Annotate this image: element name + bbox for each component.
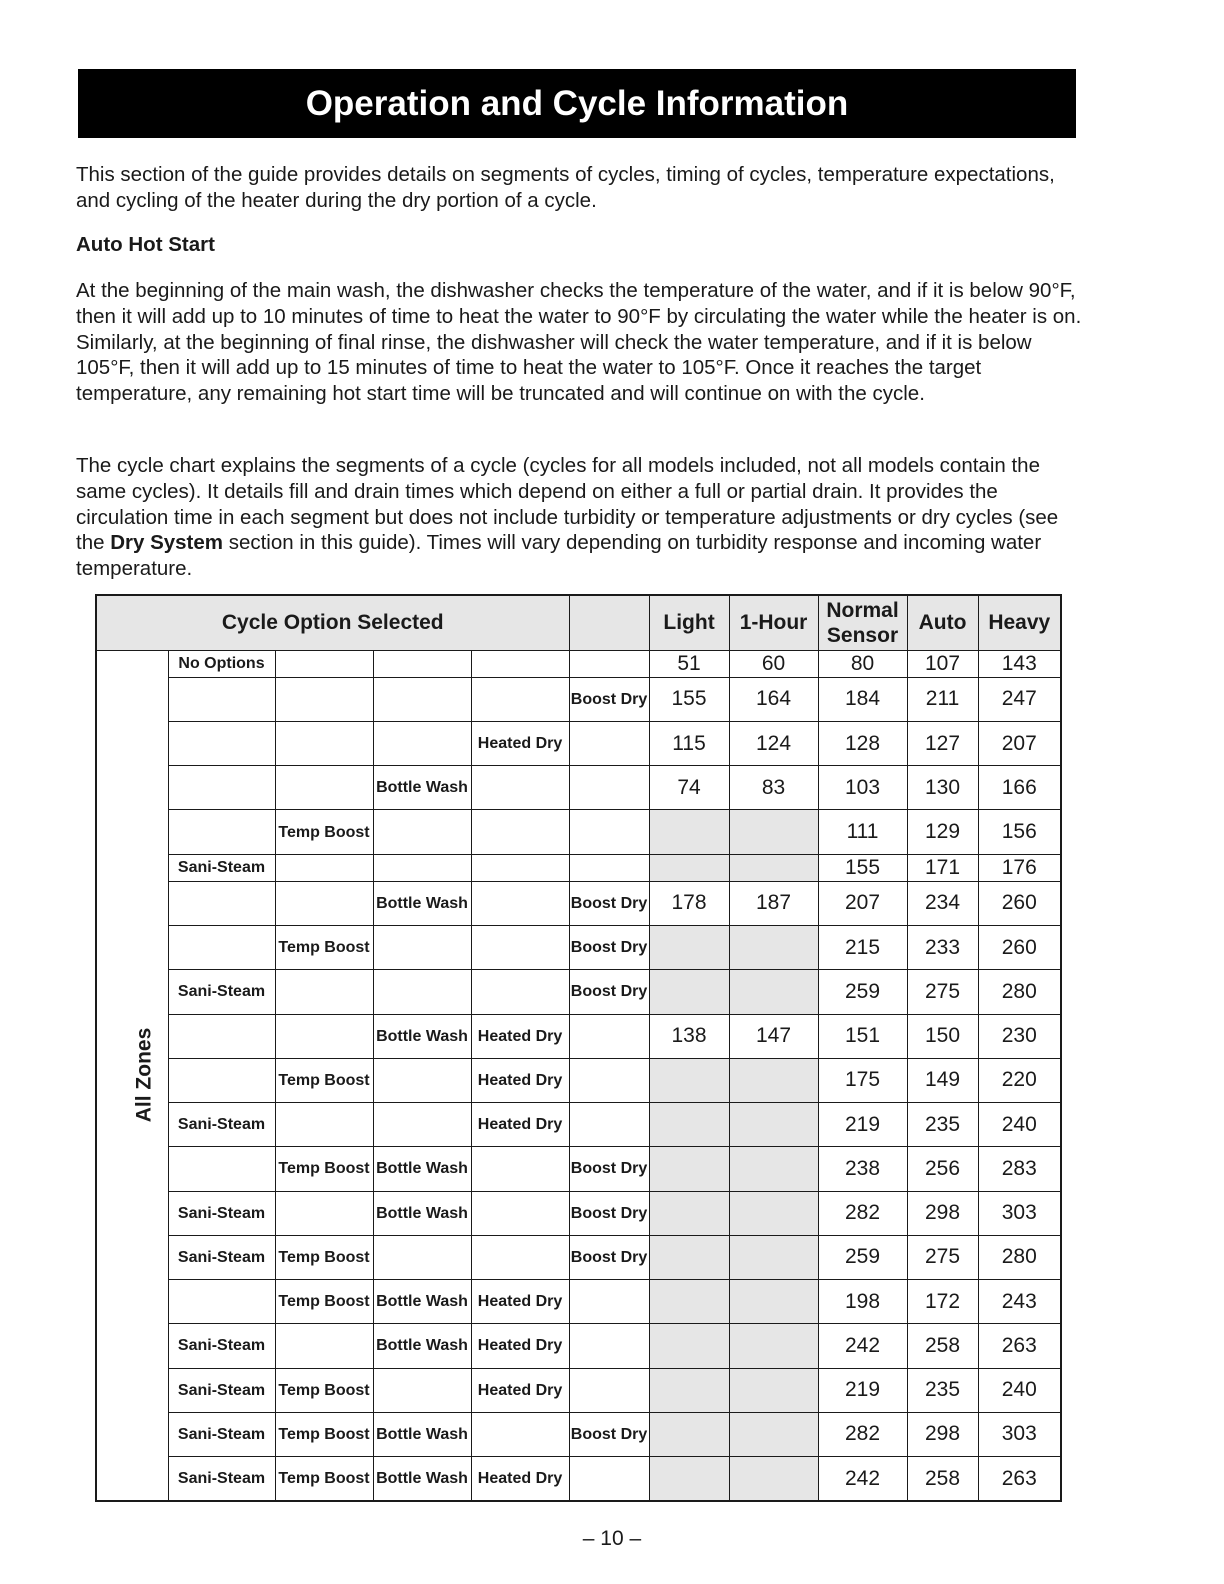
time-cell: 280 xyxy=(978,1235,1061,1279)
option-cell: Sani-Steam xyxy=(168,1457,275,1501)
header-col-1-hour: 1-Hour xyxy=(729,595,818,650)
option-cell xyxy=(569,650,649,677)
time-cell: 143 xyxy=(978,650,1061,677)
time-cell: 220 xyxy=(978,1058,1061,1102)
time-cell: 234 xyxy=(907,881,978,925)
option-cell xyxy=(471,926,569,970)
table-row xyxy=(96,1147,1061,1191)
time-cell: 155 xyxy=(649,677,729,721)
time-cell: 80 xyxy=(818,650,907,677)
time-cell: 258 xyxy=(907,1457,978,1501)
time-cell xyxy=(729,970,818,1014)
time-cell: 280 xyxy=(978,970,1061,1014)
time-cell: 298 xyxy=(907,1191,978,1235)
table-row xyxy=(96,1457,1061,1501)
time-cell: 235 xyxy=(907,1103,978,1147)
time-cell: 303 xyxy=(978,1412,1061,1456)
option-cell xyxy=(275,1014,373,1058)
time-cell: 259 xyxy=(818,1235,907,1279)
time-cell: 175 xyxy=(818,1058,907,1102)
option-cell xyxy=(275,854,373,881)
header-col-auto: Auto xyxy=(907,595,978,650)
option-cell xyxy=(168,881,275,925)
time-cell: 242 xyxy=(818,1457,907,1501)
cycle-chart-text-before: The cycle chart explains the segments of a cycle (cycles for all models included, not all models contain the same cycles). It details fill and drain times which depend on either a full or partial drain. It provides the circulation time in each segment but does not include turbidity or temperature adjustments or dry cycles (see the xyxy=(76,454,1059,555)
option-cell xyxy=(569,1058,649,1102)
time-cell: 298 xyxy=(907,1412,978,1456)
option-cell: Boost Dry xyxy=(569,1147,649,1191)
time-cell: 240 xyxy=(978,1368,1061,1412)
option-cell xyxy=(168,1014,275,1058)
option-cell: Heated Dry xyxy=(471,1058,569,1102)
auto-hot-start-heading: Auto Hot Start xyxy=(76,233,215,256)
time-cell xyxy=(649,1058,729,1102)
option-cell xyxy=(569,1280,649,1324)
time-cell: 215 xyxy=(818,926,907,970)
time-cell xyxy=(729,854,818,881)
time-cell: 150 xyxy=(907,1014,978,1058)
time-cell: 247 xyxy=(978,677,1061,721)
option-cell: Sani-Steam xyxy=(168,1103,275,1147)
header-col-heavy: Heavy xyxy=(978,595,1061,650)
table-row xyxy=(96,926,1061,970)
intro-paragraph: This section of the guide provides details on segments of cycles, timing of cycles, temperature expectations, and cycling of the heater during the dry portion of a cycle. xyxy=(76,163,1055,212)
option-cell: Bottle Wash xyxy=(373,1014,471,1058)
time-cell xyxy=(649,1457,729,1501)
table-row xyxy=(96,721,1061,765)
page-number: – 10 – xyxy=(582,1527,642,1550)
table-row xyxy=(96,1058,1061,1102)
time-cell: 283 xyxy=(978,1147,1061,1191)
option-cell xyxy=(373,926,471,970)
header-blank xyxy=(569,595,649,650)
option-cell: Temp Boost xyxy=(275,1280,373,1324)
time-cell xyxy=(649,926,729,970)
option-cell xyxy=(471,650,569,677)
table-row xyxy=(96,1368,1061,1412)
time-cell xyxy=(649,1191,729,1235)
table-row xyxy=(96,766,1061,810)
time-cell: 176 xyxy=(978,854,1061,881)
option-cell xyxy=(569,721,649,765)
option-cell: Heated Dry xyxy=(471,1014,569,1058)
time-cell: 184 xyxy=(818,677,907,721)
time-cell: 259 xyxy=(818,970,907,1014)
header-cycle-option: Cycle Option Selected xyxy=(96,595,569,650)
time-cell: 240 xyxy=(978,1103,1061,1147)
time-cell: 219 xyxy=(818,1368,907,1412)
time-cell: 151 xyxy=(818,1014,907,1058)
time-cell: 74 xyxy=(649,766,729,810)
option-cell xyxy=(471,1412,569,1456)
table-row xyxy=(96,1412,1061,1456)
option-cell: Temp Boost xyxy=(275,1235,373,1279)
time-cell xyxy=(729,926,818,970)
option-cell xyxy=(168,677,275,721)
option-cell xyxy=(471,1235,569,1279)
option-cell xyxy=(373,810,471,854)
time-cell: 127 xyxy=(907,721,978,765)
time-cell xyxy=(649,1235,729,1279)
option-cell xyxy=(471,810,569,854)
option-cell: Temp Boost xyxy=(275,926,373,970)
option-cell xyxy=(373,1235,471,1279)
option-cell xyxy=(373,854,471,881)
time-cell xyxy=(729,1280,818,1324)
time-cell: 207 xyxy=(818,881,907,925)
time-cell xyxy=(649,810,729,854)
option-cell xyxy=(275,721,373,765)
time-cell: 166 xyxy=(978,766,1061,810)
option-cell xyxy=(168,766,275,810)
option-cell xyxy=(275,1191,373,1235)
time-cell: 282 xyxy=(818,1412,907,1456)
time-cell: 115 xyxy=(649,721,729,765)
time-cell: 256 xyxy=(907,1147,978,1191)
time-cell xyxy=(649,1368,729,1412)
option-cell: Sani-Steam xyxy=(168,854,275,881)
time-cell xyxy=(729,1457,818,1501)
option-cell xyxy=(471,677,569,721)
table-row xyxy=(96,1191,1061,1235)
option-cell xyxy=(168,1058,275,1102)
time-cell: 51 xyxy=(649,650,729,677)
option-cell xyxy=(471,970,569,1014)
time-cell xyxy=(729,1103,818,1147)
table-row xyxy=(96,1014,1061,1058)
option-cell: Bottle Wash xyxy=(373,766,471,810)
time-cell: 171 xyxy=(907,854,978,881)
table-row xyxy=(96,1280,1061,1324)
table-row xyxy=(96,1324,1061,1368)
time-cell xyxy=(729,1368,818,1412)
time-cell xyxy=(729,810,818,854)
time-cell xyxy=(729,1191,818,1235)
option-cell: Temp Boost xyxy=(275,1412,373,1456)
option-cell xyxy=(275,1103,373,1147)
table-row xyxy=(96,650,1061,677)
option-cell: Boost Dry xyxy=(569,1191,649,1235)
time-cell xyxy=(649,1280,729,1324)
option-cell: Sani-Steam xyxy=(168,1324,275,1368)
time-cell xyxy=(649,1324,729,1368)
option-cell: Temp Boost xyxy=(275,810,373,854)
option-cell xyxy=(373,721,471,765)
time-cell xyxy=(649,854,729,881)
time-cell: 107 xyxy=(907,650,978,677)
time-cell: 238 xyxy=(818,1147,907,1191)
option-cell xyxy=(471,881,569,925)
header-col-light: Light xyxy=(649,595,729,650)
table-row xyxy=(96,677,1061,721)
option-cell: Heated Dry xyxy=(471,1457,569,1501)
time-cell: 138 xyxy=(649,1014,729,1058)
table-row xyxy=(96,970,1061,1014)
time-cell: 178 xyxy=(649,881,729,925)
time-cell: 275 xyxy=(907,970,978,1014)
option-cell: Bottle Wash xyxy=(373,1191,471,1235)
table-row xyxy=(96,1103,1061,1147)
time-cell xyxy=(729,1412,818,1456)
option-cell: Temp Boost xyxy=(275,1457,373,1501)
time-cell: 233 xyxy=(907,926,978,970)
time-cell: 258 xyxy=(907,1324,978,1368)
zone-label: All Zones xyxy=(132,1027,156,1123)
option-cell xyxy=(275,650,373,677)
time-cell: 130 xyxy=(907,766,978,810)
time-cell: 103 xyxy=(818,766,907,810)
option-cell xyxy=(168,1280,275,1324)
option-cell xyxy=(373,1103,471,1147)
time-cell: 260 xyxy=(978,926,1061,970)
time-cell: 60 xyxy=(729,650,818,677)
option-cell: Bottle Wash xyxy=(373,1324,471,1368)
time-cell: 156 xyxy=(978,810,1061,854)
dry-system-reference: Dry System xyxy=(110,531,224,555)
time-cell: 282 xyxy=(818,1191,907,1235)
cycle-chart-table xyxy=(95,594,1062,1502)
option-cell xyxy=(373,677,471,721)
option-cell xyxy=(471,1191,569,1235)
option-cell xyxy=(373,970,471,1014)
zone-cell xyxy=(96,650,168,1501)
option-cell: Heated Dry xyxy=(471,1103,569,1147)
page-title: Operation and Cycle Information xyxy=(78,69,1076,138)
option-cell: Heated Dry xyxy=(471,721,569,765)
option-cell: Bottle Wash xyxy=(373,881,471,925)
time-cell: 219 xyxy=(818,1103,907,1147)
option-cell xyxy=(168,810,275,854)
auto-hot-start-paragraph: At the beginning of the main wash, the dishwasher checks the temperature of the water, and if it is below 90°F, then it will add up to 10 minutes of time to heat the water to 90°F by circulating the water while the heater is on. Similarly, at the beginning of final rinse, the dishwasher will check the water temperature, and if it is below 105°F, then it will add up to 15 minutes of time to heat the water to 105°F. Once it reaches the target temperature, any remaining hot start time will be truncated and will continue on with the cycle. xyxy=(76,279,1082,406)
option-cell: Sani-Steam xyxy=(168,1412,275,1456)
time-cell: 303 xyxy=(978,1191,1061,1235)
option-cell xyxy=(168,926,275,970)
time-cell: 172 xyxy=(907,1280,978,1324)
time-cell: 242 xyxy=(818,1324,907,1368)
cycle-chart-paragraph xyxy=(76,453,1086,582)
time-cell: 198 xyxy=(818,1280,907,1324)
option-cell: Sani-Steam xyxy=(168,1235,275,1279)
option-cell xyxy=(569,1014,649,1058)
option-cell: Boost Dry xyxy=(569,1235,649,1279)
time-cell: 260 xyxy=(978,881,1061,925)
option-cell: Bottle Wash xyxy=(373,1147,471,1191)
time-cell xyxy=(649,970,729,1014)
option-cell: No Options xyxy=(168,650,275,677)
option-cell: Sani-Steam xyxy=(168,1191,275,1235)
option-cell xyxy=(471,1147,569,1191)
option-cell xyxy=(569,854,649,881)
option-cell xyxy=(275,1324,373,1368)
time-cell: 243 xyxy=(978,1280,1061,1324)
time-cell: 207 xyxy=(978,721,1061,765)
option-cell: Sani-Steam xyxy=(168,970,275,1014)
option-cell xyxy=(569,766,649,810)
time-cell: 124 xyxy=(729,721,818,765)
option-cell xyxy=(275,766,373,810)
option-cell: Bottle Wash xyxy=(373,1457,471,1501)
time-cell xyxy=(729,1235,818,1279)
option-cell xyxy=(471,854,569,881)
time-cell: 83 xyxy=(729,766,818,810)
time-cell: 149 xyxy=(907,1058,978,1102)
time-cell: 147 xyxy=(729,1014,818,1058)
time-cell: 129 xyxy=(907,810,978,854)
option-cell xyxy=(168,721,275,765)
option-cell xyxy=(373,1368,471,1412)
option-cell xyxy=(275,881,373,925)
option-cell xyxy=(168,1147,275,1191)
header-col-normal-sensor: Normal Sensor xyxy=(818,595,907,650)
option-cell: Boost Dry xyxy=(569,677,649,721)
table-header-row xyxy=(96,595,1061,650)
time-cell: 263 xyxy=(978,1457,1061,1501)
time-cell xyxy=(729,1324,818,1368)
time-cell xyxy=(729,1147,818,1191)
time-cell: 230 xyxy=(978,1014,1061,1058)
option-cell xyxy=(569,1324,649,1368)
time-cell: 128 xyxy=(818,721,907,765)
time-cell: 263 xyxy=(978,1324,1061,1368)
option-cell: Boost Dry xyxy=(569,926,649,970)
option-cell xyxy=(275,970,373,1014)
option-cell xyxy=(373,1058,471,1102)
option-cell: Heated Dry xyxy=(471,1324,569,1368)
option-cell: Boost Dry xyxy=(569,970,649,1014)
option-cell: Boost Dry xyxy=(569,881,649,925)
time-cell xyxy=(649,1147,729,1191)
option-cell: Heated Dry xyxy=(471,1280,569,1324)
time-cell: 164 xyxy=(729,677,818,721)
time-cell xyxy=(729,1058,818,1102)
table-row xyxy=(96,854,1061,881)
option-cell: Sani-Steam xyxy=(168,1368,275,1412)
option-cell: Temp Boost xyxy=(275,1368,373,1412)
option-cell: Boost Dry xyxy=(569,1412,649,1456)
option-cell xyxy=(569,1457,649,1501)
option-cell: Temp Boost xyxy=(275,1147,373,1191)
option-cell xyxy=(569,1368,649,1412)
option-cell: Bottle Wash xyxy=(373,1280,471,1324)
table-row xyxy=(96,1235,1061,1279)
time-cell: 235 xyxy=(907,1368,978,1412)
option-cell: Heated Dry xyxy=(471,1368,569,1412)
table-row xyxy=(96,810,1061,854)
time-cell xyxy=(649,1103,729,1147)
option-cell xyxy=(373,650,471,677)
time-cell xyxy=(649,1412,729,1456)
option-cell xyxy=(275,677,373,721)
time-cell: 187 xyxy=(729,881,818,925)
option-cell: Bottle Wash xyxy=(373,1412,471,1456)
time-cell: 275 xyxy=(907,1235,978,1279)
option-cell: Temp Boost xyxy=(275,1058,373,1102)
table-row xyxy=(96,881,1061,925)
option-cell xyxy=(569,810,649,854)
time-cell: 211 xyxy=(907,677,978,721)
cycle-chart-text-after: section in this guide). Times will vary depending on turbidity response and incoming water temperature. xyxy=(76,531,1042,581)
time-cell: 111 xyxy=(818,810,907,854)
option-cell xyxy=(471,766,569,810)
time-cell: 155 xyxy=(818,854,907,881)
option-cell xyxy=(569,1103,649,1147)
